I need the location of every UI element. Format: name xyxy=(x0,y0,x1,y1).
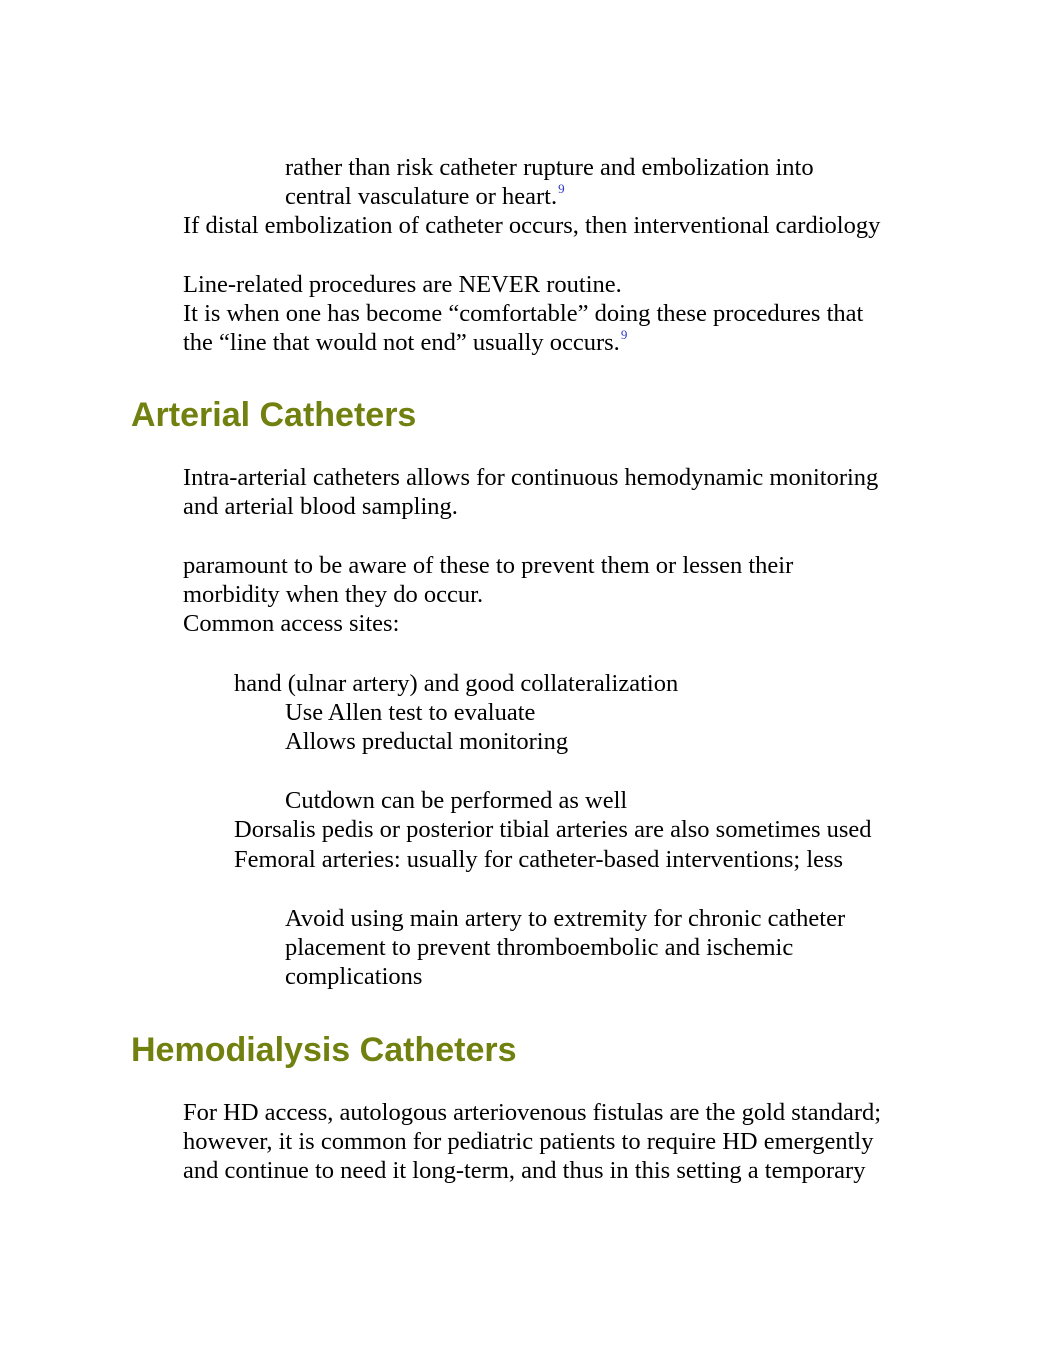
text-line: morbidity when they do occur. xyxy=(183,581,484,608)
citation-link[interactable]: 9 xyxy=(558,181,565,196)
list-item: Use Allen test to evaluate xyxy=(285,699,536,726)
text-line: rather than risk catheter rupture and embolization into xyxy=(285,154,814,181)
text-line: however, it is common for pediatric patients to require HD emergently xyxy=(183,1128,874,1155)
text-line: Common access sites: xyxy=(183,610,400,637)
section-heading-hemodialysis: Hemodialysis Catheters xyxy=(131,1031,517,1069)
list-item: Avoid using main artery to extremity for chronic catheter xyxy=(285,905,846,932)
section-heading-arterial: Arterial Catheters xyxy=(131,396,417,434)
text-line: It is when one has become “comfortable” doing these procedures that xyxy=(183,300,864,327)
text-line-content: central vasculature or heart. xyxy=(285,183,558,210)
text-line xyxy=(183,328,627,357)
text-line: Line-related procedures are NEVER routine. xyxy=(183,271,622,298)
list-item: complications xyxy=(285,963,423,990)
text-line: paramount to be aware of these to prevent them or lessen their xyxy=(183,552,794,579)
text-line: For HD access, autologous arteriovenous fistulas are the gold standard; xyxy=(183,1099,882,1126)
list-item: placement to prevent thromboembolic and ischemic xyxy=(285,934,794,961)
text-line: and continue to need it long-term, and thus in this setting a temporary xyxy=(183,1157,866,1184)
text-line xyxy=(285,182,565,211)
text-line: If distal embolization of catheter occurs, then interventional cardiology xyxy=(183,212,881,239)
text-line: Intra-arterial catheters allows for continuous hemodynamic monitoring xyxy=(183,464,879,491)
list-item: Allows preductal monitoring xyxy=(285,728,569,755)
list-item: Cutdown can be performed as well xyxy=(285,787,628,814)
list-item: hand (ulnar artery) and good collateralization xyxy=(234,670,679,697)
text-line: and arterial blood sampling. xyxy=(183,493,458,520)
text-line-content: the “line that would not end” usually occurs. xyxy=(183,329,620,356)
citation-link[interactable]: 9 xyxy=(620,327,628,342)
list-item: Femoral arteries: usually for catheter-based interventions; less xyxy=(234,846,844,873)
list-item: Dorsalis pedis or posterior tibial arteries are also sometimes used xyxy=(234,816,872,843)
